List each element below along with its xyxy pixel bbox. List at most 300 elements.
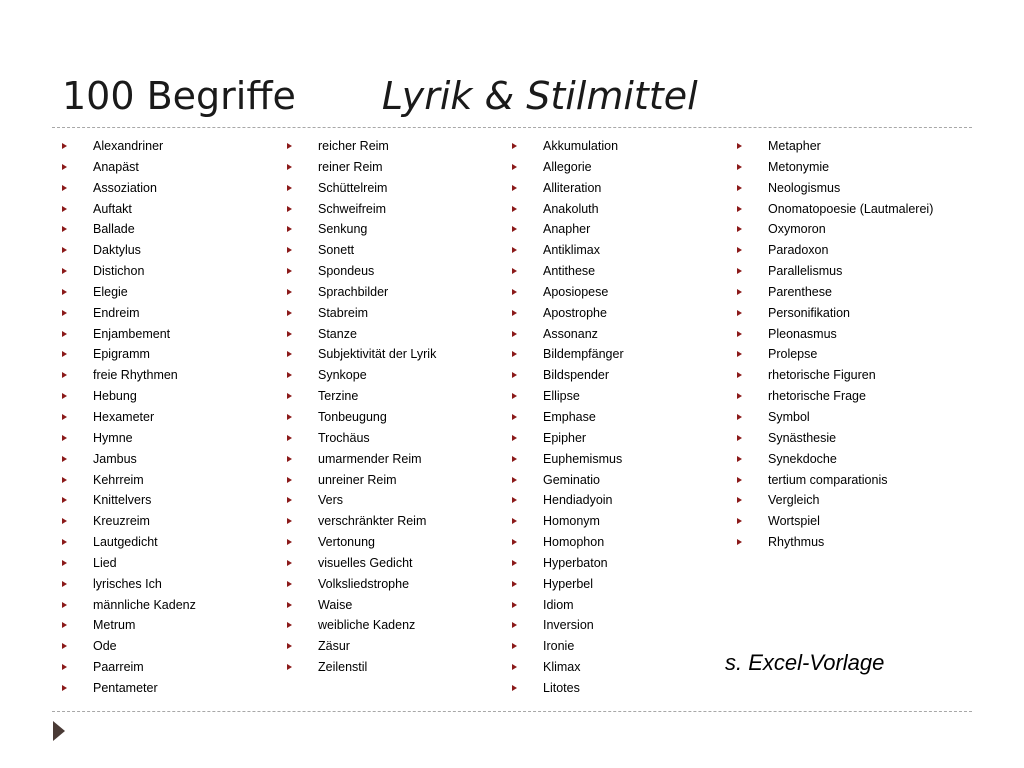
term-label: Spondeus: [318, 264, 375, 279]
bullet-arrow-icon: [737, 268, 742, 274]
term-item: [512, 615, 624, 636]
term-item: [737, 511, 933, 532]
term-label: tertium comparationis: [768, 472, 888, 487]
term-item: [737, 428, 933, 449]
term-label: Vertonung: [318, 535, 375, 550]
bullet-arrow-icon: [62, 331, 67, 337]
term-label: Stanze: [318, 326, 357, 341]
term-item: [62, 365, 196, 386]
term-label: Kehrreim: [93, 472, 144, 487]
bullet-arrow-icon: [287, 206, 292, 212]
bullet-arrow-icon: [737, 185, 742, 191]
bullet-arrow-icon: [62, 310, 67, 316]
term-item: [62, 157, 196, 178]
bullet-arrow-icon: [287, 539, 292, 545]
term-item: [512, 574, 624, 595]
bullet-arrow-icon: [512, 268, 517, 274]
bullet-arrow-icon: [512, 497, 517, 503]
term-item: [737, 407, 933, 428]
term-label: Alliteration: [543, 180, 602, 195]
bullet-arrow-icon: [287, 518, 292, 524]
bullet-arrow-icon: [287, 664, 292, 670]
term-item: [512, 365, 624, 386]
slide-title-main: 100 Begriffe: [62, 74, 296, 118]
term-item: [62, 386, 196, 407]
term-label: Emphase: [543, 409, 596, 424]
bullet-arrow-icon: [287, 393, 292, 399]
term-label: rhetorische Figuren: [768, 368, 876, 383]
bullet-arrow-icon: [737, 518, 742, 524]
bullet-arrow-icon: [512, 602, 517, 608]
term-item: [287, 636, 436, 657]
bullet-arrow-icon: [62, 268, 67, 274]
term-label: lyrisches Ich: [93, 576, 162, 591]
term-label: Anapher: [543, 222, 591, 237]
term-label: Oxymoron: [768, 222, 826, 237]
bullet-arrow-icon: [287, 581, 292, 587]
term-label: Epigramm: [93, 347, 150, 362]
term-item: [62, 511, 196, 532]
term-item: [287, 595, 436, 616]
term-label: Ballade: [93, 222, 135, 237]
bullet-arrow-icon: [512, 622, 517, 628]
term-item: [512, 678, 624, 699]
term-item: [737, 136, 933, 157]
bullet-arrow-icon: [737, 539, 742, 545]
term-label: Antithese: [543, 264, 596, 279]
term-item: [287, 157, 436, 178]
bullet-arrow-icon: [287, 477, 292, 483]
term-label: Metonymie: [768, 159, 830, 174]
bullet-arrow-icon: [62, 435, 67, 441]
term-item: [62, 615, 196, 636]
bullet-arrow-icon: [512, 477, 517, 483]
term-item: [62, 324, 196, 345]
term-label: Ironie: [543, 639, 575, 654]
term-label: Assonanz: [543, 326, 598, 341]
bullet-arrow-icon: [737, 351, 742, 357]
bullet-arrow-icon: [512, 664, 517, 670]
term-label: Assoziation: [93, 180, 157, 195]
bullet-arrow-icon: [287, 602, 292, 608]
term-label: Wortspiel: [768, 514, 820, 529]
term-label: Tonbeugung: [318, 409, 387, 424]
bullet-arrow-icon: [512, 560, 517, 566]
slide-title-sub: Lyrik & Stilmittel: [381, 74, 698, 118]
term-item: [512, 240, 624, 261]
term-label: Terzine: [318, 389, 359, 404]
bullet-arrow-icon: [62, 643, 67, 649]
term-item: [512, 449, 624, 470]
term-label: Aposiopese: [543, 284, 609, 299]
term-item: [287, 365, 436, 386]
term-label: Endreim: [93, 305, 140, 320]
term-item: [62, 574, 196, 595]
bullet-arrow-icon: [512, 226, 517, 232]
bullet-arrow-icon: [512, 331, 517, 337]
bullet-arrow-icon: [62, 372, 67, 378]
bullet-arrow-icon: [512, 393, 517, 399]
bullet-arrow-icon: [287, 185, 292, 191]
term-label: Inversion: [543, 618, 594, 633]
term-label: Metapher: [768, 139, 821, 153]
bullet-arrow-icon: [62, 581, 67, 587]
term-label: Akkumulation: [543, 139, 619, 153]
term-item: [287, 615, 436, 636]
term-label: Kreuzreim: [93, 514, 150, 529]
term-label: umarmender Reim: [318, 451, 422, 466]
term-label: Volksliedstrophe: [318, 576, 410, 591]
term-label: Neologismus: [768, 180, 841, 195]
term-columns: [0, 136, 1024, 696]
term-item: [737, 470, 933, 491]
term-item: [62, 657, 196, 678]
bullet-arrow-icon: [512, 247, 517, 253]
term-item: [512, 157, 624, 178]
term-item: [287, 386, 436, 407]
bullet-arrow-icon: [287, 289, 292, 295]
term-label: Alexandriner: [93, 139, 164, 153]
term-label: Personifikation: [768, 305, 850, 320]
term-item: [62, 470, 196, 491]
term-label: Lautgedicht: [93, 535, 158, 550]
term-item: [737, 490, 933, 511]
term-item: [287, 219, 436, 240]
bullet-arrow-icon: [512, 372, 517, 378]
term-label: Euphemismus: [543, 451, 623, 466]
term-item: [737, 365, 933, 386]
term-label: Senkung: [318, 222, 368, 237]
term-item: [512, 657, 624, 678]
term-label: Synästhesie: [768, 430, 837, 445]
term-label: Homonym: [543, 514, 600, 529]
term-item: [512, 282, 624, 303]
term-item: [512, 199, 624, 220]
term-label: Trochäus: [318, 430, 370, 445]
bullet-arrow-icon: [737, 310, 742, 316]
term-item: [512, 532, 624, 553]
bullet-arrow-icon: [512, 310, 517, 316]
term-item: [287, 261, 436, 282]
term-item: [287, 282, 436, 303]
bullet-arrow-icon: [512, 143, 517, 149]
bullet-arrow-icon: [62, 351, 67, 357]
term-item: [512, 261, 624, 282]
bullet-arrow-icon: [62, 664, 67, 670]
term-label: Daktylus: [93, 243, 141, 258]
term-label: Litotes: [543, 680, 580, 695]
term-label: freie Rhythmen: [93, 368, 178, 383]
bullet-arrow-icon: [62, 539, 67, 545]
term-label: Hyperbel: [543, 576, 594, 591]
term-label: Ode: [93, 639, 117, 654]
bullet-arrow-icon: [737, 414, 742, 420]
term-item: [737, 344, 933, 365]
bullet-arrow-icon: [62, 289, 67, 295]
bullet-arrow-icon: [737, 435, 742, 441]
term-label: reiner Reim: [318, 159, 383, 174]
term-item: [512, 219, 624, 240]
term-item: [512, 303, 624, 324]
term-column-1: [62, 136, 196, 699]
term-item: [737, 449, 933, 470]
term-item: [62, 407, 196, 428]
term-item: [287, 136, 436, 157]
term-item: [512, 490, 624, 511]
bullet-arrow-icon: [512, 435, 517, 441]
term-item: [287, 574, 436, 595]
bullet-arrow-icon: [512, 289, 517, 295]
bullet-arrow-icon: [512, 581, 517, 587]
term-label: Distichon: [93, 264, 145, 279]
bullet-arrow-icon: [287, 268, 292, 274]
term-label: Prolepse: [768, 347, 818, 362]
term-label: Auftakt: [93, 201, 132, 216]
term-label: Elegie: [93, 284, 128, 299]
bullet-arrow-icon: [62, 164, 67, 170]
term-item: [737, 240, 933, 261]
term-label: Onomatopoesie (Lautmalerei): [768, 201, 934, 216]
term-item: [287, 178, 436, 199]
bullet-arrow-icon: [287, 226, 292, 232]
term-label: Bildempfänger: [543, 347, 624, 362]
bullet-arrow-icon: [62, 185, 67, 191]
slide-title: [62, 72, 698, 120]
bullet-arrow-icon: [287, 622, 292, 628]
term-label: Idiom: [543, 597, 574, 612]
bullet-arrow-icon: [512, 518, 517, 524]
term-item: [737, 532, 933, 553]
term-label: Enjambement: [93, 326, 171, 341]
term-label: Sprachbilder: [318, 284, 389, 299]
term-item: [287, 470, 436, 491]
bullet-arrow-icon: [287, 143, 292, 149]
term-label: Hyperbaton: [543, 555, 608, 570]
term-item: [512, 636, 624, 657]
term-label: Paradoxon: [768, 243, 829, 258]
term-item: [62, 199, 196, 220]
term-label: Ellipse: [543, 389, 580, 404]
bullet-arrow-icon: [62, 518, 67, 524]
term-item: [287, 657, 436, 678]
term-label: Geminatio: [543, 472, 600, 487]
term-label: Schweifreim: [318, 201, 387, 216]
term-item: [737, 178, 933, 199]
bullet-arrow-icon: [512, 164, 517, 170]
bullet-arrow-icon: [737, 247, 742, 253]
term-item: [62, 678, 196, 699]
term-item: [287, 344, 436, 365]
bullet-arrow-icon: [287, 164, 292, 170]
bullet-arrow-icon: [62, 393, 67, 399]
term-item: [287, 490, 436, 511]
bullet-arrow-icon: [512, 206, 517, 212]
term-item: [287, 553, 436, 574]
term-label: Epipher: [543, 430, 587, 445]
term-item: [512, 428, 624, 449]
term-label: Rhythmus: [768, 535, 825, 550]
term-label: Parenthese: [768, 284, 832, 299]
term-label: visuelles Gedicht: [318, 555, 413, 570]
term-label: Sonett: [318, 243, 355, 258]
term-label: Hymne: [93, 430, 133, 445]
term-label: Waise: [318, 597, 353, 612]
term-item: [62, 261, 196, 282]
term-label: Anakoluth: [543, 201, 599, 216]
bullet-arrow-icon: [737, 477, 742, 483]
term-item: [62, 428, 196, 449]
bullet-arrow-icon: [287, 247, 292, 253]
bullet-arrow-icon: [737, 393, 742, 399]
term-item: [737, 219, 933, 240]
term-label: Hebung: [93, 389, 137, 404]
term-item: [737, 261, 933, 282]
bullet-arrow-icon: [737, 206, 742, 212]
bullet-arrow-icon: [737, 456, 742, 462]
term-column-2: [287, 136, 436, 678]
bullet-arrow-icon: [62, 414, 67, 420]
term-item: [512, 407, 624, 428]
bullet-arrow-icon: [62, 685, 67, 691]
bullet-arrow-icon: [512, 414, 517, 420]
term-item: [62, 136, 196, 157]
term-column-3: [512, 136, 624, 699]
term-item: [512, 136, 624, 157]
term-item: [287, 511, 436, 532]
term-label: unreiner Reim: [318, 472, 397, 487]
term-label: verschränkter Reim: [318, 514, 427, 529]
term-label: rhetorische Frage: [768, 389, 866, 404]
term-label: Bildspender: [543, 368, 610, 383]
bullet-arrow-icon: [287, 643, 292, 649]
bullet-arrow-icon: [62, 497, 67, 503]
term-item: [512, 511, 624, 532]
term-label: Antiklimax: [543, 243, 600, 258]
bullet-arrow-icon: [287, 456, 292, 462]
bullet-arrow-icon: [512, 685, 517, 691]
term-label: Jambus: [93, 451, 137, 466]
bullet-arrow-icon: [287, 331, 292, 337]
term-label: Lied: [93, 555, 117, 570]
term-item: [512, 386, 624, 407]
bullet-arrow-icon: [62, 602, 67, 608]
term-label: Apostrophe: [543, 305, 607, 320]
term-label: Homophon: [543, 535, 605, 550]
bullet-arrow-icon: [287, 310, 292, 316]
bullet-arrow-icon: [737, 497, 742, 503]
term-label: Synkope: [318, 368, 367, 383]
bullet-arrow-icon: [287, 351, 292, 357]
bullet-arrow-icon: [737, 289, 742, 295]
bullet-arrow-icon: [287, 560, 292, 566]
bullet-arrow-icon: [737, 164, 742, 170]
bullet-arrow-icon: [512, 539, 517, 545]
bottom-divider: [52, 711, 972, 712]
term-item: [512, 470, 624, 491]
bullet-arrow-icon: [737, 372, 742, 378]
bullet-arrow-icon: [512, 643, 517, 649]
term-label: Hendiadyoin: [543, 493, 613, 508]
term-label: Knittelvers: [93, 493, 152, 508]
term-label: männliche Kadenz: [93, 597, 196, 612]
term-label: Klimax: [543, 660, 581, 675]
term-item: [62, 532, 196, 553]
term-item: [737, 386, 933, 407]
term-item: [62, 490, 196, 511]
term-item: [512, 178, 624, 199]
bullet-arrow-icon: [287, 414, 292, 420]
excel-template-note: s. Excel-Vorlage: [725, 650, 885, 675]
bullet-arrow-icon: [512, 185, 517, 191]
term-column-4: [737, 136, 933, 553]
term-label: Zäsur: [318, 639, 350, 654]
term-item: [287, 324, 436, 345]
term-item: [62, 303, 196, 324]
term-item: [62, 595, 196, 616]
bullet-arrow-icon: [62, 206, 67, 212]
term-item: [512, 553, 624, 574]
term-label: reicher Reim: [318, 139, 389, 153]
term-label: Metrum: [93, 618, 136, 633]
top-divider: [52, 127, 972, 128]
term-item: [62, 344, 196, 365]
term-item: [62, 178, 196, 199]
bullet-arrow-icon: [62, 560, 67, 566]
term-label: Vers: [318, 493, 344, 508]
term-label: Schüttelreim: [318, 180, 388, 195]
term-item: [287, 303, 436, 324]
bullet-arrow-icon: [737, 226, 742, 232]
term-label: Hexameter: [93, 409, 155, 424]
term-item: [287, 199, 436, 220]
bullet-arrow-icon: [62, 477, 67, 483]
bullet-arrow-icon: [737, 331, 742, 337]
term-label: Vergleich: [768, 493, 820, 508]
bullet-arrow-icon: [62, 143, 67, 149]
term-item: [287, 428, 436, 449]
term-label: Symbol: [768, 409, 810, 424]
term-label: Pentameter: [93, 680, 158, 695]
term-item: [512, 595, 624, 616]
term-item: [737, 324, 933, 345]
term-item: [62, 282, 196, 303]
bullet-arrow-icon: [287, 435, 292, 441]
term-label: Stabreim: [318, 305, 369, 320]
term-label: weibliche Kadenz: [318, 618, 416, 633]
term-item: [62, 553, 196, 574]
term-label: Subjektivität der Lyrik: [318, 347, 437, 362]
term-item: [62, 219, 196, 240]
play-arrow-icon[interactable]: [53, 721, 65, 741]
bullet-arrow-icon: [62, 622, 67, 628]
term-item: [737, 282, 933, 303]
term-label: Anapäst: [93, 159, 139, 174]
term-label: Zeilenstil: [318, 660, 368, 675]
term-item: [737, 157, 933, 178]
term-item: [512, 344, 624, 365]
term-item: [512, 324, 624, 345]
term-label: Pleonasmus: [768, 326, 837, 341]
term-label: Synekdoche: [768, 451, 837, 466]
term-label: Parallelismus: [768, 264, 843, 279]
term-item: [737, 303, 933, 324]
bullet-arrow-icon: [62, 226, 67, 232]
term-item: [287, 240, 436, 261]
bullet-arrow-icon: [62, 247, 67, 253]
term-item: [287, 407, 436, 428]
bullet-arrow-icon: [62, 456, 67, 462]
term-item: [287, 532, 436, 553]
